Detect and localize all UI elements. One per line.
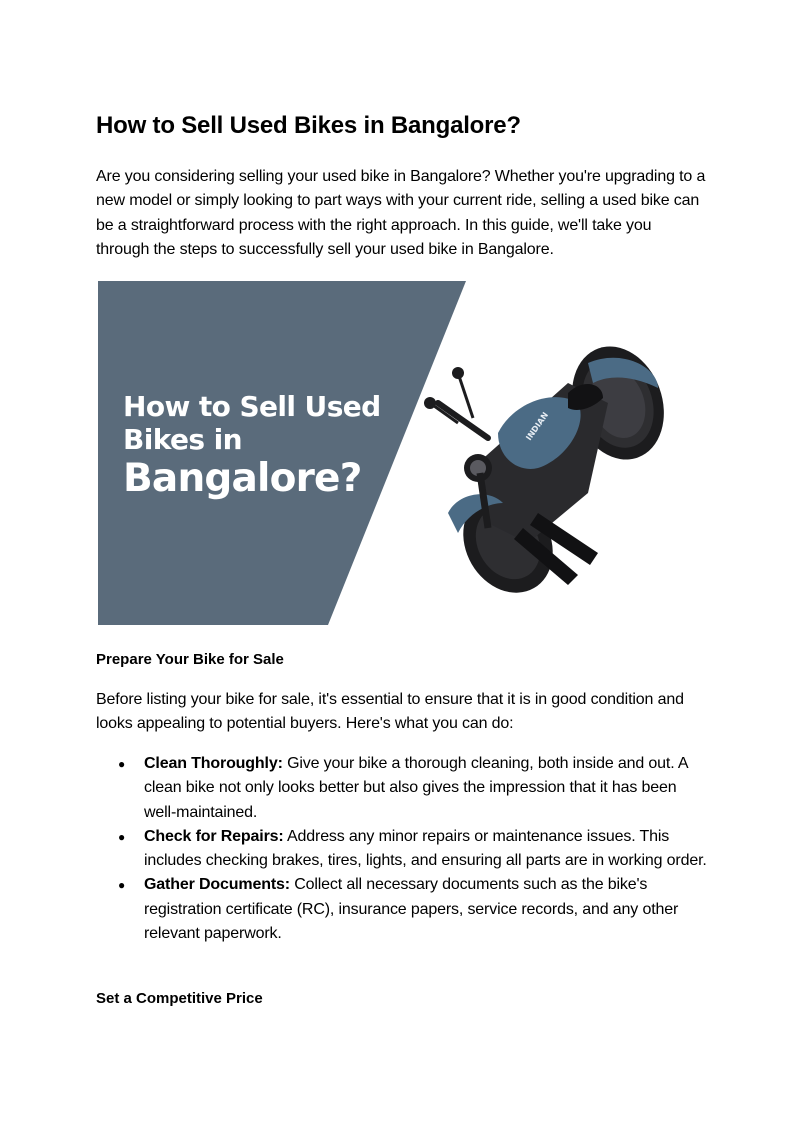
section-paragraph-prepare: Before listing your bike for sale, it's essential to ensure that it is in good condition and looks appealing to potential buyers. Here's what you can do: <box>96 691 684 733</box>
list-item-label: Gather Documents: <box>144 876 290 894</box>
list-item <box>96 873 708 946</box>
banner-line-1: How to Sell Used <box>123 390 381 423</box>
list-item-text: Collect all necessary documents such as the bike's registration certificate (RC), insurance papers, service records, and any other relevant paperwork. <box>144 876 679 943</box>
bullet-icon: ● <box>118 829 126 844</box>
list-item <box>96 752 708 825</box>
tank-logo: INDIAN <box>524 410 551 443</box>
section-heading-price: Set a Competitive Price <box>96 990 263 1007</box>
bullet-icon: ● <box>118 757 126 771</box>
intro-paragraph: Are you considering selling your used bike in Bangalore? Whether you're upgrading to a new model or simply looking to part ways with your current ride, selling a used bike can be a straightforward process with the right approach. In this guide, we'll take you through the steps to successfully sell your used bike in Bangalore. <box>96 168 706 258</box>
list-item <box>96 825 708 874</box>
banner-line-2: Bikes in <box>123 423 242 456</box>
list-item-label: Check for Repairs: <box>144 827 284 845</box>
page-title: How to Sell Used Bikes in Bangalore? <box>96 112 521 139</box>
list-item-text: Give your bike a thorough cleaning, both inside and out. A clean bike not only looks better but also gives the impression that it has been well-maintained. <box>144 755 688 821</box>
list-item-text: Address any minor repairs or maintenance issues. This includes checking brakes, tires, lights, and ensuring all parts are in working order. <box>144 827 707 870</box>
bullet-icon: ● <box>118 878 126 893</box>
section-heading-prepare: Prepare Your Bike for Sale <box>96 651 284 668</box>
preparation-list <box>96 752 708 946</box>
article-banner-image <box>98 281 678 625</box>
list-item-label: Clean Thoroughly: <box>144 755 283 772</box>
banner-line-3: Bangalore? <box>123 456 362 501</box>
handlebar <box>438 403 488 438</box>
banner-heading <box>123 390 381 501</box>
motorcycle-illustration <box>418 343 678 603</box>
